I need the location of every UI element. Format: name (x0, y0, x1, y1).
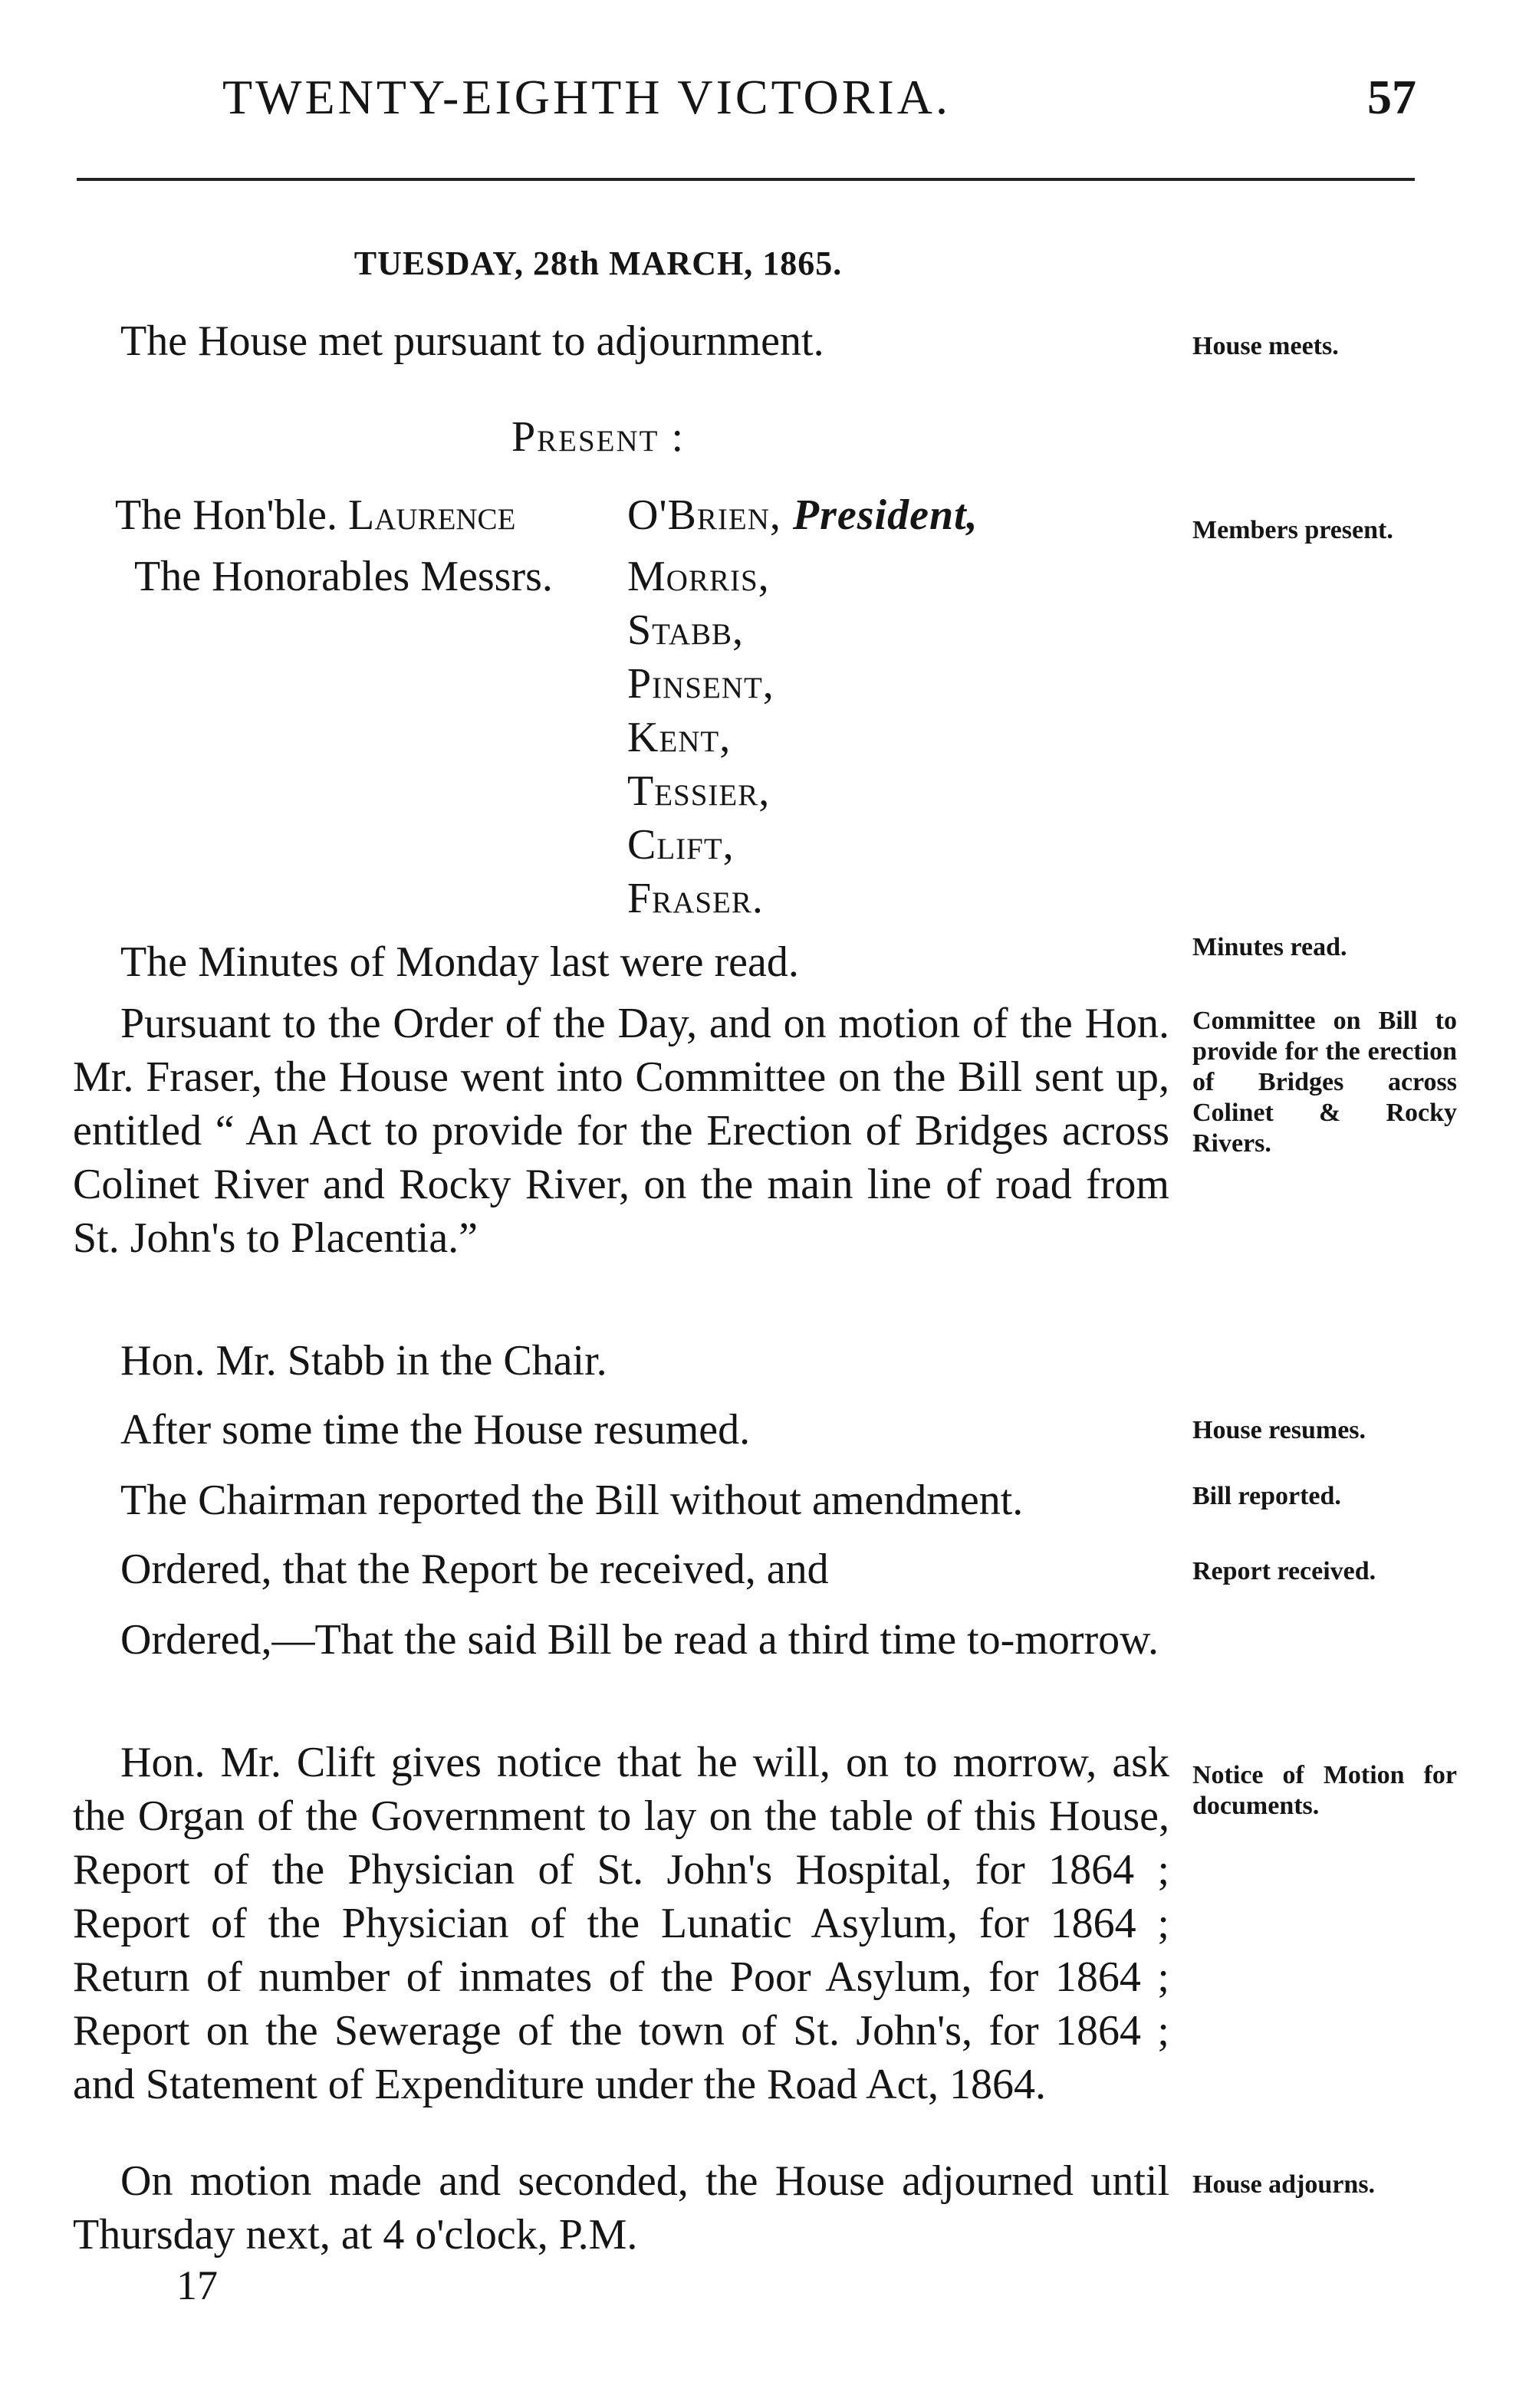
margin-note-report-received: Report received. (1192, 1557, 1376, 1585)
margin-note-members-present: Members present. (1192, 516, 1393, 544)
member-name: Stabb, (627, 606, 745, 654)
president-surname-line (627, 491, 978, 540)
present-heading: Present : (511, 413, 686, 461)
margin-note-committee: Committee on Bill to provide for the erection of Bridges across Colinet & Rocky Rivers. (1192, 1007, 1457, 1158)
president-prefix: The Hon'ble. (115, 491, 349, 539)
opening-text: The House met pursuant to adjournment. (120, 317, 824, 365)
report-received-text: Ordered, that the Report be received, and (120, 1546, 829, 1593)
member-name: Tessier, (627, 767, 771, 815)
committee-paragraph: Pursuant to the Order of the Day, and on motion of the Hon. Mr. Fraser, the House went into Committee on the Bill sent up, entitled “ An Act to provide for the Erection of Bridges across Colinet River and Rocky River, on the main line of road from St. John's to Placentia.” (73, 1000, 1169, 1262)
member-name: Kent, (627, 714, 732, 761)
reported-text: The Chairman reported the Bill without amendment. (120, 1477, 1024, 1524)
margin-note-house-adjourns: House adjourns. (1192, 2170, 1376, 2199)
members-label: The Honorables Messrs. (134, 553, 553, 600)
adjourn-paragraph: On motion made and seconded, the House adjourned until Thursday next, at 4 o'clock, P.M. (73, 2157, 1169, 2259)
president-last-name: O'Brien, (627, 491, 781, 539)
chair-text: Hon. Mr. Stabb in the Chair. (120, 1337, 607, 1385)
margin-note-house-resumes: House resumes. (1192, 1416, 1366, 1444)
sheet-signature-mark: 17 (176, 2262, 218, 2308)
president-line (115, 491, 515, 540)
member-name: Clift, (627, 821, 735, 869)
header-rule (77, 178, 1415, 181)
notice-paragraph: Hon. Mr. Clift gives notice that he will, on to morrow, ask the Organ of the Government to lay on the table of this House, Report of the Physician of St. John's Hospital, for 1864 ; Report of the Physician of the Lunatic Asylum, for 1864 ; Return of number of inmates of the Poor Asylum, for 1864 ; Report on the Sewerage of the town of St. John's, for 1864 ; and Statement of Expenditure under the Road Act, 1864. (73, 1739, 1169, 2108)
president-first-name: Laurence (348, 491, 516, 539)
minutes-text: The Minutes of Monday last were read. (120, 938, 799, 986)
member-name: Morris, (627, 553, 770, 600)
president-title: President, (792, 491, 978, 539)
third-reading-paragraph: Ordered,—That the said Bill be read a third time to-morrow. (120, 1616, 1159, 1664)
running-title: TWENTY-EIGHTH VICTORIA. (222, 70, 951, 124)
member-name: Fraser. (627, 875, 764, 922)
member-name: Pinsent, (627, 660, 774, 708)
page-number: 57 (1367, 70, 1416, 124)
margin-note-bill-reported: Bill reported. (1192, 1482, 1341, 1510)
margin-note-minutes-read: Minutes read. (1192, 933, 1347, 961)
date-heading: TUESDAY, 28th MARCH, 1865. (354, 245, 843, 282)
margin-note-house-meets: House meets. (1192, 332, 1339, 360)
resumed-text: After some time the House resumed. (120, 1406, 751, 1454)
margin-note-notice-of-motion: Notice of Motion for documents. (1192, 1761, 1457, 1820)
